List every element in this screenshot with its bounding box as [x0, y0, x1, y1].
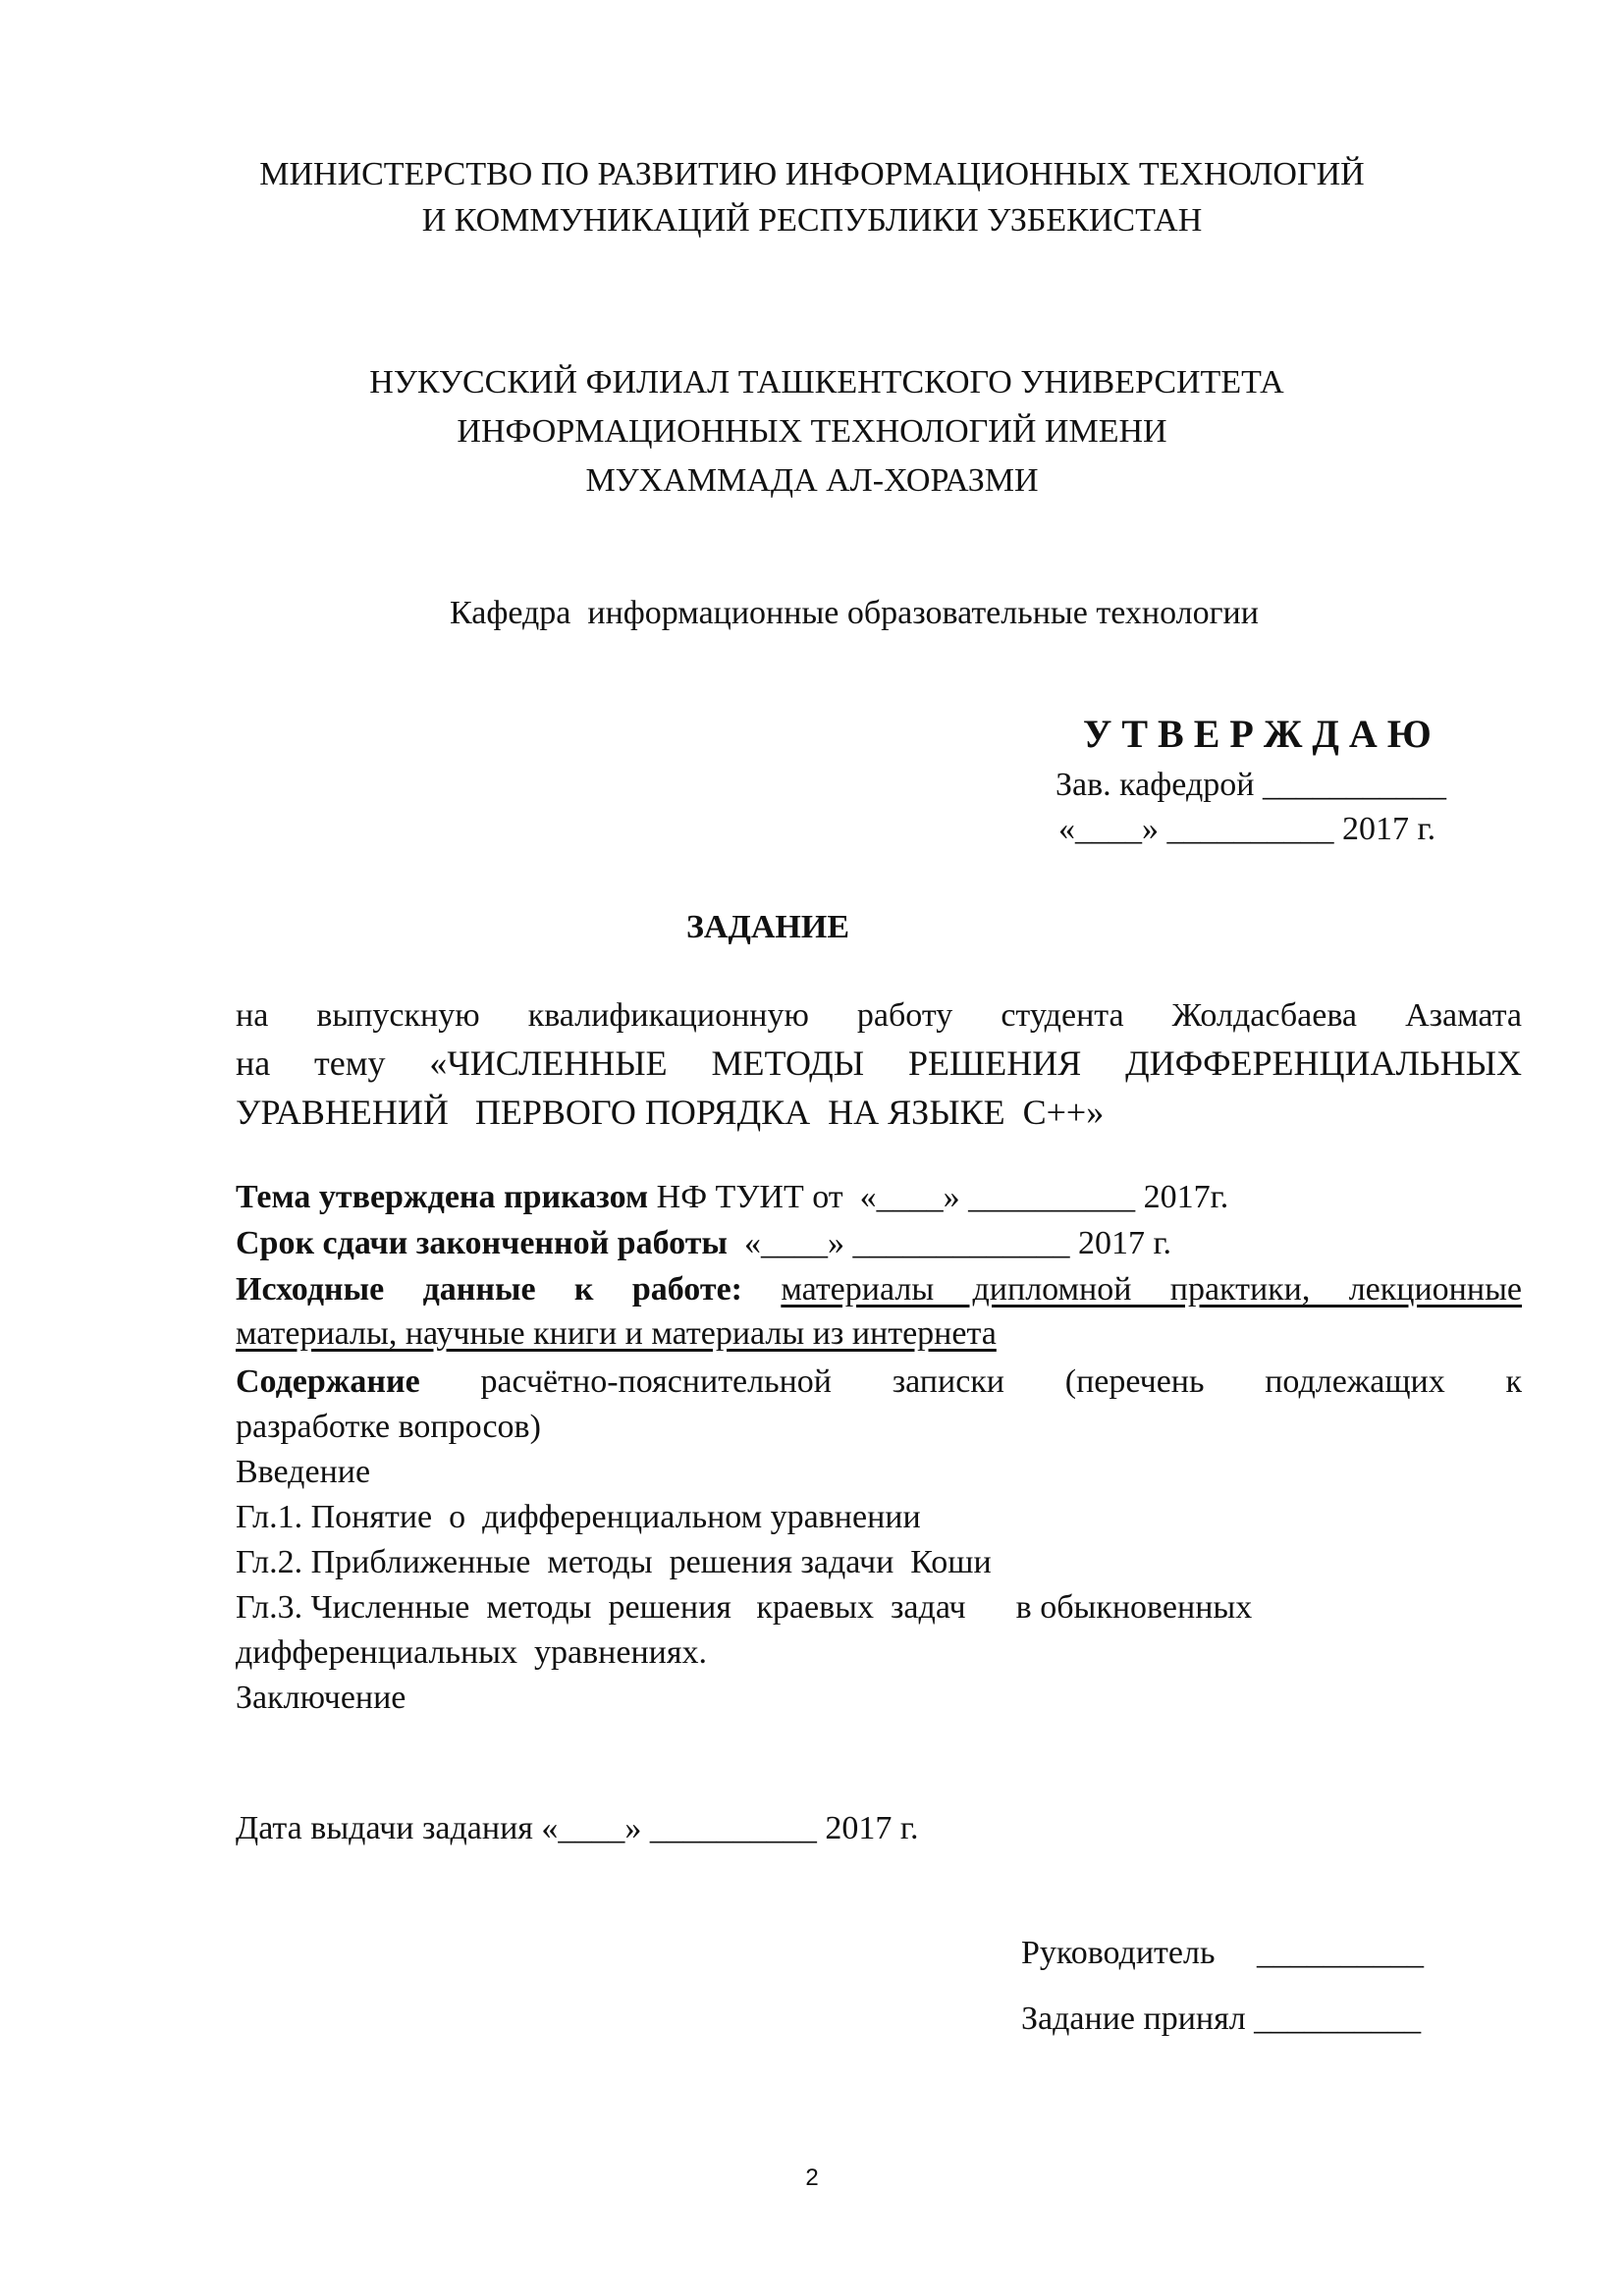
approval-head-line: Зав. кафедрой ___________ [1056, 767, 1446, 803]
accepted-signature: Задание принял __________ [1021, 2001, 1422, 2037]
source-value-1: материалы дипломной практики, лекционные [781, 1271, 1523, 1308]
source-value-2: материалы, научные книги и материалы из интернета [236, 1315, 997, 1352]
content-line [236, 1362, 1522, 1401]
outline-item: Гл.1. Понятие о дифференциальном уравнении [236, 1499, 921, 1535]
content-value-2: разработке вопросов) [236, 1409, 541, 1445]
approval-title: У Т В Е Р Ж Д А Ю [1083, 712, 1432, 756]
content-value-1: расчётно-пояснительной записки (перечень подлежащих к [480, 1363, 1523, 1400]
order-line [236, 1178, 1228, 1216]
university-line-1: НУКУССКИЙ ФИЛИАЛ ТАШКЕНТСКОГО УНИВЕРСИТЕТА [369, 364, 1284, 400]
deadline-label: Срок сдачи законченной работы [236, 1225, 728, 1261]
order-label: Тема утверждена приказом [236, 1179, 649, 1215]
ministry-line-1: МИНИСТЕРСТВО ПО РАЗВИТИЮ ИНФОРМАЦИОННЫХ ТЕХНОЛОГИЙ [259, 156, 1365, 192]
outline-item: дифференциальных уравнениях. [236, 1634, 707, 1671]
source-label: Исходные данные к работе: [236, 1271, 742, 1308]
department-name: Кафедра информационные образовательные технологии [450, 595, 1259, 631]
outline-item: Заключение [236, 1680, 406, 1716]
issue-date: Дата выдачи задания «____» __________ 2017 г. [236, 1810, 919, 1846]
outline-item: Введение [236, 1454, 371, 1490]
university-line-2: ИНФОРМАЦИОННЫХ ТЕХНОЛОГИЙ ИМЕНИ [457, 413, 1167, 450]
content-label: Содержание [236, 1363, 420, 1400]
ministry-line-2: И КОММУНИКАЦИЙ РЕСПУБЛИКИ УЗБЕКИСТАН [421, 202, 1203, 239]
source-line [236, 1270, 1522, 1308]
assignment-title: ЗАДАНИЕ [685, 909, 849, 945]
outline-item: Гл.2. Приближенные методы решения задачи Коши [236, 1544, 992, 1580]
assignment-topic-line-2: УРАВНЕНИЙ ПЕРВОГО ПОРЯДКА НА ЯЗЫКЕ С++» [236, 1093, 1105, 1132]
outline-item: Гл.3. Численные методы решения краевых задач в обыкновенных [236, 1589, 1253, 1626]
university-line-3: МУХАММАДА АЛ-ХОРАЗМИ [585, 462, 1039, 499]
assignment-topic-line-1: на тему «ЧИСЛЕННЫЕ МЕТОДЫ РЕШЕНИЯ ДИФФЕРЕНЦИАЛЬНЫХ [236, 1043, 1522, 1083]
assignment-intro: на выпускную квалификационную работу студента Жолдасбаева Азамата [236, 997, 1522, 1034]
deadline-value: «____» _____________ 2017 г. [727, 1225, 1172, 1261]
approval-date-line: «____» __________ 2017 г. [1058, 811, 1436, 847]
supervisor-signature: Руководитель __________ [1021, 1935, 1424, 1971]
order-value: НФ ТУИТ от «____» __________ 2017г. [648, 1179, 1229, 1215]
page-number: 2 [805, 2164, 819, 2191]
deadline-line [236, 1224, 1171, 1262]
